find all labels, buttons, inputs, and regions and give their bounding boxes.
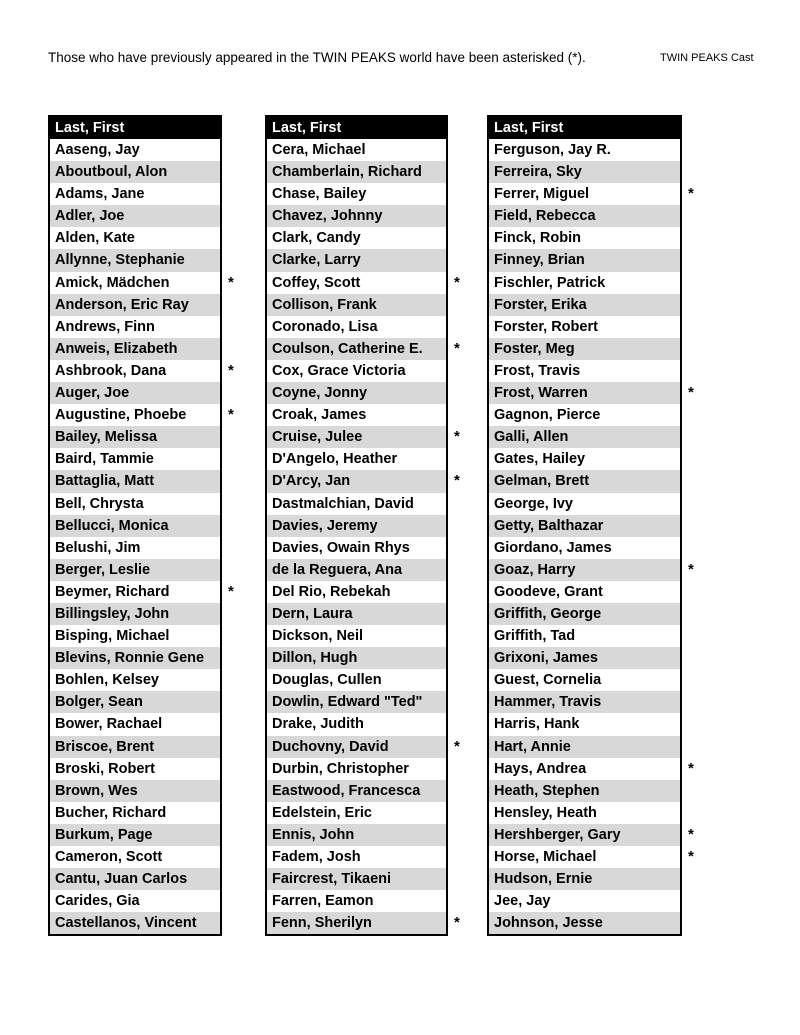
cast-name: Durbin, Christopher bbox=[272, 760, 409, 777]
cast-name: Finck, Robin bbox=[494, 230, 581, 247]
cast-name: Brown, Wes bbox=[55, 782, 138, 799]
cast-name: Allynne, Stephanie bbox=[55, 252, 185, 269]
table-header: Last, First bbox=[50, 117, 220, 139]
cast-name: Ferrer, Miguel bbox=[494, 186, 590, 203]
cast-name: Faircrest, Tikaeni bbox=[272, 871, 392, 888]
table-row bbox=[489, 559, 694, 581]
cast-name: Clarke, Larry bbox=[272, 252, 361, 269]
cast-name: Dern, Laura bbox=[272, 605, 353, 622]
cast-name: Horse, Michael bbox=[494, 849, 597, 865]
cast-name: Harris, Hank bbox=[494, 716, 580, 733]
table-row bbox=[489, 691, 680, 713]
cast-name: Augustine, Phoebe bbox=[55, 407, 187, 424]
table-row bbox=[489, 249, 680, 271]
table-row bbox=[267, 713, 446, 735]
asterisk-mark: * bbox=[228, 582, 234, 600]
table-row bbox=[267, 470, 460, 492]
cast-name: Giordano, James bbox=[494, 539, 612, 556]
table-rows bbox=[489, 139, 694, 934]
cast-name: Griffith, Tad bbox=[494, 628, 576, 645]
table-row bbox=[50, 316, 220, 338]
table-row bbox=[489, 161, 680, 183]
cast-name: Collison, Frank bbox=[272, 296, 377, 313]
table-row bbox=[489, 758, 694, 780]
table-row bbox=[50, 360, 234, 382]
cast-name: Edelstein, Eric bbox=[272, 804, 372, 821]
table-row bbox=[267, 139, 446, 161]
table-row bbox=[267, 382, 446, 404]
cast-name: Bisping, Michael bbox=[55, 628, 170, 645]
table-row bbox=[489, 846, 694, 868]
table-row bbox=[50, 249, 220, 271]
asterisk-mark: * bbox=[228, 406, 234, 424]
table-row bbox=[267, 824, 446, 846]
cast-table-column-1 bbox=[48, 115, 234, 936]
table-row bbox=[50, 647, 220, 669]
cast-name: Bucher, Richard bbox=[55, 804, 167, 821]
table-row bbox=[489, 669, 680, 691]
table-row bbox=[489, 868, 680, 890]
table-row bbox=[489, 802, 680, 824]
table-row bbox=[489, 205, 680, 227]
cast-name: Adler, Joe bbox=[55, 208, 125, 225]
table-row bbox=[267, 161, 446, 183]
table-row bbox=[489, 360, 680, 382]
table-row bbox=[489, 448, 680, 470]
cast-name: Coffey, Scott bbox=[272, 274, 361, 291]
cast-name: Bohlen, Kelsey bbox=[55, 672, 159, 689]
cast-name: Field, Rebecca bbox=[494, 208, 596, 225]
table-row bbox=[489, 713, 680, 735]
table-row bbox=[267, 603, 446, 625]
cast-name: Chavez, Johnny bbox=[272, 208, 383, 225]
table-row bbox=[267, 205, 446, 227]
asterisk-mark: * bbox=[454, 273, 460, 291]
asterisk-mark: * bbox=[688, 825, 694, 843]
cast-name: Gelman, Brett bbox=[494, 473, 590, 490]
asterisk-mark: * bbox=[454, 428, 460, 446]
table-row bbox=[489, 227, 680, 249]
table-row bbox=[489, 603, 680, 625]
table-row bbox=[267, 515, 446, 537]
table-row bbox=[267, 625, 446, 647]
table-row bbox=[50, 691, 220, 713]
cast-name: Griffith, George bbox=[494, 605, 602, 622]
cast-name: Johnson, Jesse bbox=[494, 915, 603, 932]
table-row bbox=[50, 581, 234, 603]
cast-name: Coulson, Catherine E. bbox=[272, 340, 423, 357]
cast-name: Bell, Chrysta bbox=[55, 495, 144, 512]
cast-name: Bolger, Sean bbox=[55, 694, 143, 711]
table-row bbox=[489, 537, 680, 559]
cast-name: Heath, Stephen bbox=[494, 782, 600, 799]
table-row bbox=[267, 294, 446, 316]
table-row bbox=[50, 537, 220, 559]
cast-name: Carides, Gia bbox=[55, 893, 140, 910]
cast-name: Beymer, Richard bbox=[55, 583, 170, 600]
cast-name: Goodeve, Grant bbox=[494, 583, 603, 600]
cast-table-column-3 bbox=[487, 115, 694, 936]
cast-name: Bower, Rachael bbox=[55, 716, 163, 733]
cast-name: Alden, Kate bbox=[55, 230, 135, 247]
cast-name: Frost, Warren bbox=[494, 385, 588, 402]
cast-name: Dowlin, Edward "Ted" bbox=[272, 694, 423, 711]
cast-name: Eastwood, Francesca bbox=[272, 782, 421, 799]
cast-name: Hudson, Ernie bbox=[494, 871, 593, 888]
table-row bbox=[50, 846, 220, 868]
cast-name: Fadem, Josh bbox=[272, 849, 361, 865]
asterisk-note: Those who have previously appeared in the TWIN PEAKS world have been asterisked (*). bbox=[48, 50, 586, 65]
asterisk-mark: * bbox=[688, 759, 694, 777]
table-row bbox=[267, 183, 446, 205]
cast-name: Gagnon, Pierce bbox=[494, 407, 601, 424]
cast-name: Jee, Jay bbox=[494, 893, 551, 910]
cast-name: Grixoni, James bbox=[494, 650, 598, 667]
cast-name: Fenn, Sherilyn bbox=[272, 915, 372, 932]
cast-name: Ferreira, Sky bbox=[494, 164, 582, 181]
table-row bbox=[50, 426, 220, 448]
table-row bbox=[50, 338, 220, 360]
cast-name: Cox, Grace Victoria bbox=[272, 362, 406, 379]
cast-name: Forster, Robert bbox=[494, 318, 598, 335]
cast-name: Forster, Erika bbox=[494, 296, 587, 313]
table-row bbox=[50, 404, 234, 426]
table-row bbox=[489, 824, 694, 846]
asterisk-mark: * bbox=[228, 273, 234, 291]
table-row bbox=[489, 338, 680, 360]
table-row bbox=[267, 758, 446, 780]
cast-name: Frost, Travis bbox=[494, 362, 581, 379]
cast-name: Farren, Eamon bbox=[272, 893, 374, 910]
asterisk-mark: * bbox=[688, 384, 694, 402]
table-header: Last, First bbox=[267, 117, 446, 139]
table-row bbox=[50, 912, 220, 934]
cast-name: D'Arcy, Jan bbox=[272, 473, 351, 490]
table-row bbox=[489, 316, 680, 338]
cast-name: George, Ivy bbox=[494, 495, 573, 512]
cast-name: Cruise, Julee bbox=[272, 429, 363, 446]
table-row bbox=[50, 139, 220, 161]
table-row bbox=[489, 625, 680, 647]
table-row bbox=[50, 890, 220, 912]
cast-name: Cera, Michael bbox=[272, 142, 366, 158]
table-row bbox=[50, 780, 220, 802]
cast-name: Gates, Hailey bbox=[494, 451, 586, 468]
table-row bbox=[50, 205, 220, 227]
cast-name: Baird, Tammie bbox=[55, 451, 154, 468]
table-row bbox=[489, 139, 680, 161]
table-row bbox=[50, 382, 220, 404]
asterisk-mark: * bbox=[228, 361, 234, 379]
table-row bbox=[50, 227, 220, 249]
table-row bbox=[50, 758, 220, 780]
cast-name: Hammer, Travis bbox=[494, 694, 602, 711]
table-row bbox=[267, 912, 460, 934]
cast-name: Clark, Candy bbox=[272, 230, 361, 247]
table-row bbox=[267, 338, 460, 360]
cast-name: Galli, Allen bbox=[494, 429, 569, 446]
cast-name: Douglas, Cullen bbox=[272, 672, 382, 689]
table-row bbox=[267, 669, 446, 691]
table-row bbox=[267, 647, 446, 669]
asterisk-mark: * bbox=[454, 339, 460, 357]
table-header: Last, First bbox=[489, 117, 680, 139]
table-row bbox=[50, 448, 220, 470]
table-row bbox=[267, 227, 446, 249]
cast-name: Hensley, Heath bbox=[494, 804, 597, 821]
cast-name: Hershberger, Gary bbox=[494, 826, 621, 843]
cast-name: Adams, Jane bbox=[55, 186, 145, 203]
cast-name: Auger, Joe bbox=[55, 385, 130, 402]
cast-name: Billingsley, John bbox=[55, 605, 170, 622]
cast-name: Cantu, Juan Carlos bbox=[55, 871, 188, 888]
cast-name: Duchovny, David bbox=[272, 738, 389, 755]
table-row bbox=[50, 515, 220, 537]
cast-name: Bellucci, Monica bbox=[55, 517, 169, 534]
cast-name: Cameron, Scott bbox=[55, 849, 163, 865]
table-row bbox=[489, 780, 680, 802]
cast-name: Belushi, Jim bbox=[55, 539, 141, 556]
table-row bbox=[267, 316, 446, 338]
cast-name: Battaglia, Matt bbox=[55, 473, 155, 490]
table-row bbox=[50, 868, 220, 890]
table-row bbox=[50, 559, 220, 581]
cast-name: Dastmalchian, David bbox=[272, 495, 414, 512]
cast-name: Briscoe, Brent bbox=[55, 738, 155, 755]
table-row bbox=[267, 890, 446, 912]
asterisk-mark: * bbox=[454, 914, 460, 932]
cast-name: Drake, Judith bbox=[272, 716, 364, 733]
cast-name: Anweis, Elizabeth bbox=[55, 340, 178, 357]
table-row bbox=[489, 272, 680, 294]
table-row bbox=[50, 183, 220, 205]
cast-name: Davies, Jeremy bbox=[272, 517, 378, 534]
table-row bbox=[267, 581, 446, 603]
table-row bbox=[489, 470, 680, 492]
cast-name: Goaz, Harry bbox=[494, 561, 576, 578]
cast-name: Del Rio, Rebekah bbox=[272, 583, 391, 600]
cast-name: Coyne, Jonny bbox=[272, 385, 368, 402]
table-row bbox=[267, 691, 446, 713]
cast-name: Chamberlain, Richard bbox=[272, 164, 422, 181]
table-row bbox=[267, 272, 460, 294]
cast-name: Aaseng, Jay bbox=[55, 142, 140, 158]
table-row bbox=[489, 890, 680, 912]
cast-name: Chase, Bailey bbox=[272, 186, 367, 203]
table-row bbox=[267, 802, 446, 824]
table-row bbox=[267, 448, 446, 470]
table-row bbox=[489, 404, 680, 426]
table-row bbox=[489, 647, 680, 669]
table-row bbox=[267, 426, 460, 448]
table-row bbox=[50, 603, 220, 625]
table-row bbox=[489, 515, 680, 537]
table-row bbox=[267, 868, 446, 890]
table-row bbox=[50, 493, 220, 515]
table-row bbox=[267, 846, 446, 868]
cast-name: de la Reguera, Ana bbox=[272, 561, 403, 578]
asterisk-mark: * bbox=[688, 185, 694, 203]
table-row bbox=[267, 360, 446, 382]
table-row bbox=[489, 294, 680, 316]
table-row bbox=[489, 382, 694, 404]
cast-name: Ashbrook, Dana bbox=[55, 362, 167, 379]
table-row bbox=[489, 736, 680, 758]
table-row bbox=[489, 426, 680, 448]
cast-name: Getty, Balthazar bbox=[494, 517, 604, 534]
cast-name: Ennis, John bbox=[272, 826, 355, 843]
table-row bbox=[267, 249, 446, 271]
cast-name: Burkum, Page bbox=[55, 826, 153, 843]
cast-name: Croak, James bbox=[272, 407, 367, 424]
table-row bbox=[50, 272, 234, 294]
table-row bbox=[50, 294, 220, 316]
table-row bbox=[489, 493, 680, 515]
cast-name: Finney, Brian bbox=[494, 252, 585, 269]
table-row bbox=[489, 912, 680, 934]
cast-name: Dillon, Hugh bbox=[272, 650, 358, 667]
cast-name: Ferguson, Jay R. bbox=[494, 142, 611, 158]
cast-name: Amick, Mädchen bbox=[55, 274, 170, 291]
table-row bbox=[267, 493, 446, 515]
cast-name: Broski, Robert bbox=[55, 760, 155, 777]
asterisk-mark: * bbox=[454, 737, 460, 755]
table-row bbox=[267, 537, 446, 559]
table-row bbox=[267, 559, 446, 581]
cast-name: Coronado, Lisa bbox=[272, 318, 378, 335]
table-row bbox=[50, 824, 220, 846]
cast-name: Blevins, Ronnie Gene bbox=[55, 650, 205, 667]
table-row bbox=[267, 404, 446, 426]
cast-name: Andrews, Finn bbox=[55, 318, 155, 335]
cast-table-column-2 bbox=[265, 115, 460, 936]
cast-name: Foster, Meg bbox=[494, 340, 575, 357]
table-rows bbox=[267, 139, 460, 934]
page-corner-label: TWIN PEAKS Cast bbox=[660, 52, 754, 64]
cast-name: Berger, Leslie bbox=[55, 561, 151, 578]
table-rows bbox=[50, 139, 234, 934]
table-row bbox=[50, 669, 220, 691]
asterisk-mark: * bbox=[688, 560, 694, 578]
table-row bbox=[489, 581, 680, 603]
table-row bbox=[50, 713, 220, 735]
table-row bbox=[267, 736, 460, 758]
table-row bbox=[50, 802, 220, 824]
cast-name: Bailey, Melissa bbox=[55, 429, 158, 446]
table-row bbox=[50, 470, 220, 492]
table-row bbox=[50, 161, 220, 183]
asterisk-mark: * bbox=[688, 848, 694, 865]
cast-name: Dickson, Neil bbox=[272, 628, 364, 645]
table-row bbox=[489, 183, 694, 205]
cast-name: Guest, Cornelia bbox=[494, 672, 602, 689]
table-row bbox=[50, 736, 220, 758]
cast-name: D'Angelo, Heather bbox=[272, 451, 398, 468]
cast-name: Hays, Andrea bbox=[494, 760, 587, 777]
cast-name: Castellanos, Vincent bbox=[55, 915, 197, 932]
table-row bbox=[50, 625, 220, 647]
asterisk-mark: * bbox=[454, 472, 460, 490]
cast-name: Aboutboul, Alon bbox=[55, 164, 168, 181]
cast-name: Davies, Owain Rhys bbox=[272, 539, 410, 556]
cast-name: Hart, Annie bbox=[494, 738, 571, 755]
cast-name: Anderson, Eric Ray bbox=[55, 296, 189, 313]
cast-name: Fischler, Patrick bbox=[494, 274, 606, 291]
table-row bbox=[267, 780, 446, 802]
